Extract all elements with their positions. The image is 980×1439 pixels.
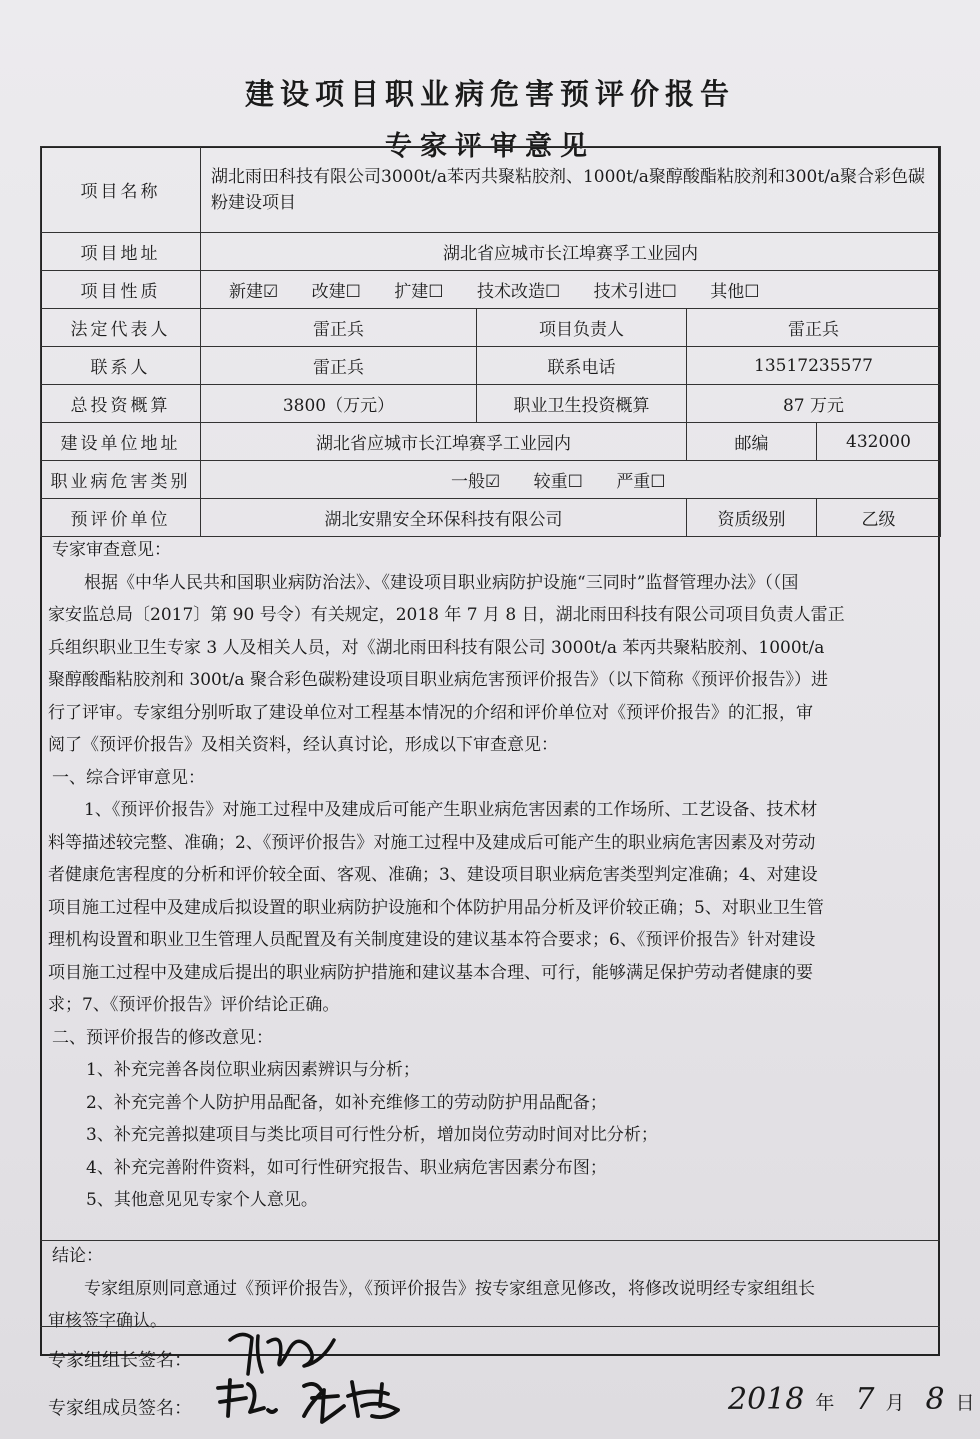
nature-option-rebuild: 改建☐ [311, 282, 361, 302]
intro-line: 阅了《预评价报告》及相关资料，经认真讨论，形成以下审查意见： [48, 735, 558, 755]
section1-heading: 一、综合评审意见： [52, 767, 205, 788]
qualification-label: 资质级别 [687, 499, 817, 537]
project-nature-label: 项目性质 [41, 271, 201, 309]
intro-line: 根据《中华人民共和国职业病防治法》、《建设项目职业病防护设施“三同时”监督管理办法》（（国 [84, 572, 799, 593]
section1-line: 项目施工过程中及建成后拟设置的职业病防护设施和个体防护用品分析及评价较正确；5、对职业卫生管 [48, 897, 824, 918]
revision-item: 2、补充完善个人防护用品配备，如补充维修工的劳动防护用品配备； [86, 1092, 607, 1113]
project-lead-value: 雷正兵 [687, 309, 941, 347]
hazard-option-serious: 较重☐ [533, 472, 583, 492]
conclusion-heading: 结论： [52, 1246, 103, 1266]
nature-option-tech-import: 技术引进☐ [593, 282, 677, 302]
revision-list [48, 1054, 938, 1217]
date-day-unit: 日 [955, 1392, 975, 1414]
row-evaluator [41, 499, 941, 537]
section2-heading: 二、预评价报告的修改意见： [52, 1027, 273, 1048]
date-month: 7 [855, 1382, 875, 1417]
project-name-label: 项目名称 [41, 147, 201, 233]
date-year: 2018 [728, 1382, 805, 1417]
row-project-name [41, 147, 941, 233]
oh-investment-value: 87 万元 [687, 385, 941, 423]
intro-line: 行了评审。专家组分别听取了建设单位对工程基本情况的介绍和评价单位对《预评价报告》的汇报，审 [48, 702, 813, 723]
row-project-address [41, 233, 941, 271]
document-subtitle: 专家评审意见 [385, 131, 595, 162]
row-contact [41, 347, 941, 385]
section1-line: 理机构设置和职业卫生管理人员配置及有关制度建设的建议基本符合要求；6、《预评价报告》针对建设 [48, 930, 816, 950]
contact-value: 雷正兵 [201, 347, 477, 385]
project-info-table [40, 146, 941, 537]
evaluator-value: 湖北安鼎安全环保科技有限公司 [201, 499, 687, 537]
nature-option-new: 新建☑ [229, 282, 279, 302]
hazard-option-general: 一般☑ [451, 472, 501, 492]
conclusion-section [48, 1240, 938, 1338]
document-title: 建设项目职业病危害预评价报告 [244, 77, 735, 111]
legal-rep-value: 雷正兵 [201, 309, 477, 347]
nature-option-other: 其他☐ [710, 282, 760, 302]
section1-line: 料等描述较完整、准确；2、《预评价报告》对施工过程中及建成后可能产生的职业病危害因素及对劳动 [48, 832, 816, 853]
signature-divider [40, 1326, 940, 1327]
unit-address-value: 湖北省应城市长江埠赛孚工业园内 [201, 423, 687, 461]
conclusion-line: 审核签字确认。 [48, 1311, 167, 1331]
members-signature-label: 专家组成员签名： [48, 1398, 192, 1419]
expert-opinion-section [48, 534, 938, 1217]
leader-signature-mark [222, 1322, 342, 1382]
evaluator-label: 预评价单位 [41, 499, 201, 537]
revision-item: 4、补充完善附件资料，如可行性研究报告、职业病危害因素分布图； [86, 1157, 607, 1178]
date-month-unit: 月 [885, 1392, 905, 1414]
nature-option-tech-upgrade: 技术改造☐ [476, 282, 561, 302]
intro-line: 聚醇酸酯粘胶剂和 300t/a 聚合彩色碳粉建设项目职业病危害预评价报告》（以下简称《预评价报告》）进 [48, 670, 828, 690]
oh-investment-label: 职业卫生投资概算 [477, 385, 687, 423]
investment-label: 总投资概算 [41, 385, 201, 423]
hazard-option-severe: 严重☐ [616, 472, 666, 492]
row-investment [41, 385, 941, 423]
date-day: 8 [925, 1382, 945, 1417]
row-hazard-category [41, 461, 941, 499]
revision-item: 1、补充完善各岗位职业病因素辨识与分析； [86, 1060, 420, 1080]
intro-line: 家安监总局〔2017〕第 90 号令）有关规定，2018 年 7 月 8 日，湖北雨田科技有限公司项目负责人雷正 [48, 605, 845, 625]
section1-line: 1、《预评价报告》对施工过程中及建成后可能产生职业病危害因素的工作场所、工艺设备、技术材 [84, 800, 818, 820]
postcode-value: 432000 [817, 423, 941, 461]
project-name-value: 湖北雨田科技有限公司3000t/a苯丙共聚粘胶剂、1000t/a聚醇酸酯粘胶剂和300t/a聚合彩色碳粉建设项目 [201, 147, 941, 233]
conclusion-line: 专家组原则同意通过《预评价报告》，《预评价报告》按专家组意见修改，将修改说明经专家组组长 [84, 1278, 815, 1299]
unit-address-label: 建设单位地址 [41, 423, 201, 461]
hazard-options [201, 461, 941, 499]
project-nature-options [201, 271, 941, 309]
section1-line: 求；7、《预评价报告》评价结论正确。 [48, 995, 340, 1015]
project-address-value: 湖北省应城市长江埠赛孚工业园内 [201, 233, 941, 271]
phone-value: 13517235577 [687, 347, 941, 385]
project-lead-label: 项目负责人 [477, 309, 687, 347]
row-unit-address [41, 423, 941, 461]
row-legal-rep [41, 309, 941, 347]
nature-option-expand: 扩建☐ [394, 282, 444, 302]
hazard-label: 职业病危害类别 [41, 461, 201, 499]
opinion-heading: 专家审查意见： [52, 540, 171, 560]
signature-date [728, 1382, 979, 1417]
contact-label: 联系人 [41, 347, 201, 385]
intro-line: 兵组织职业卫生专家 3 人及相关人员，对《湖北雨田科技有限公司 3000t/a 苯丙共聚粘胶剂、1000t/a [48, 637, 825, 658]
phone-label: 联系电话 [477, 347, 687, 385]
legal-rep-label: 法定代表人 [41, 309, 201, 347]
investment-value: 3800（万元） [201, 385, 477, 423]
project-address-label: 项目地址 [41, 233, 201, 271]
section1-line: 项目施工过程中及建成后提出的职业病防护措施和建议基本合理、可行，能够满足保护劳动者健康的要 [48, 962, 813, 983]
leader-signature-label: 专家组组长签名： [48, 1350, 192, 1371]
members-signature-mark [212, 1376, 422, 1428]
qualification-value: 乙级 [817, 499, 941, 537]
date-year-unit: 年 [815, 1392, 835, 1414]
revision-item: 3、补充完善拟建项目与类比项目可行性分析，增加岗位劳动时间对比分析； [86, 1125, 658, 1145]
row-project-nature [41, 271, 941, 309]
section1-line: 者健康危害程度的分析和评价较全面、客观、准确；3、建设项目职业病危害类型判定准确；4、对建设 [48, 865, 818, 885]
revision-item: 5、其他意见见专家个人意见。 [86, 1190, 318, 1210]
postcode-label: 邮编 [687, 423, 817, 461]
